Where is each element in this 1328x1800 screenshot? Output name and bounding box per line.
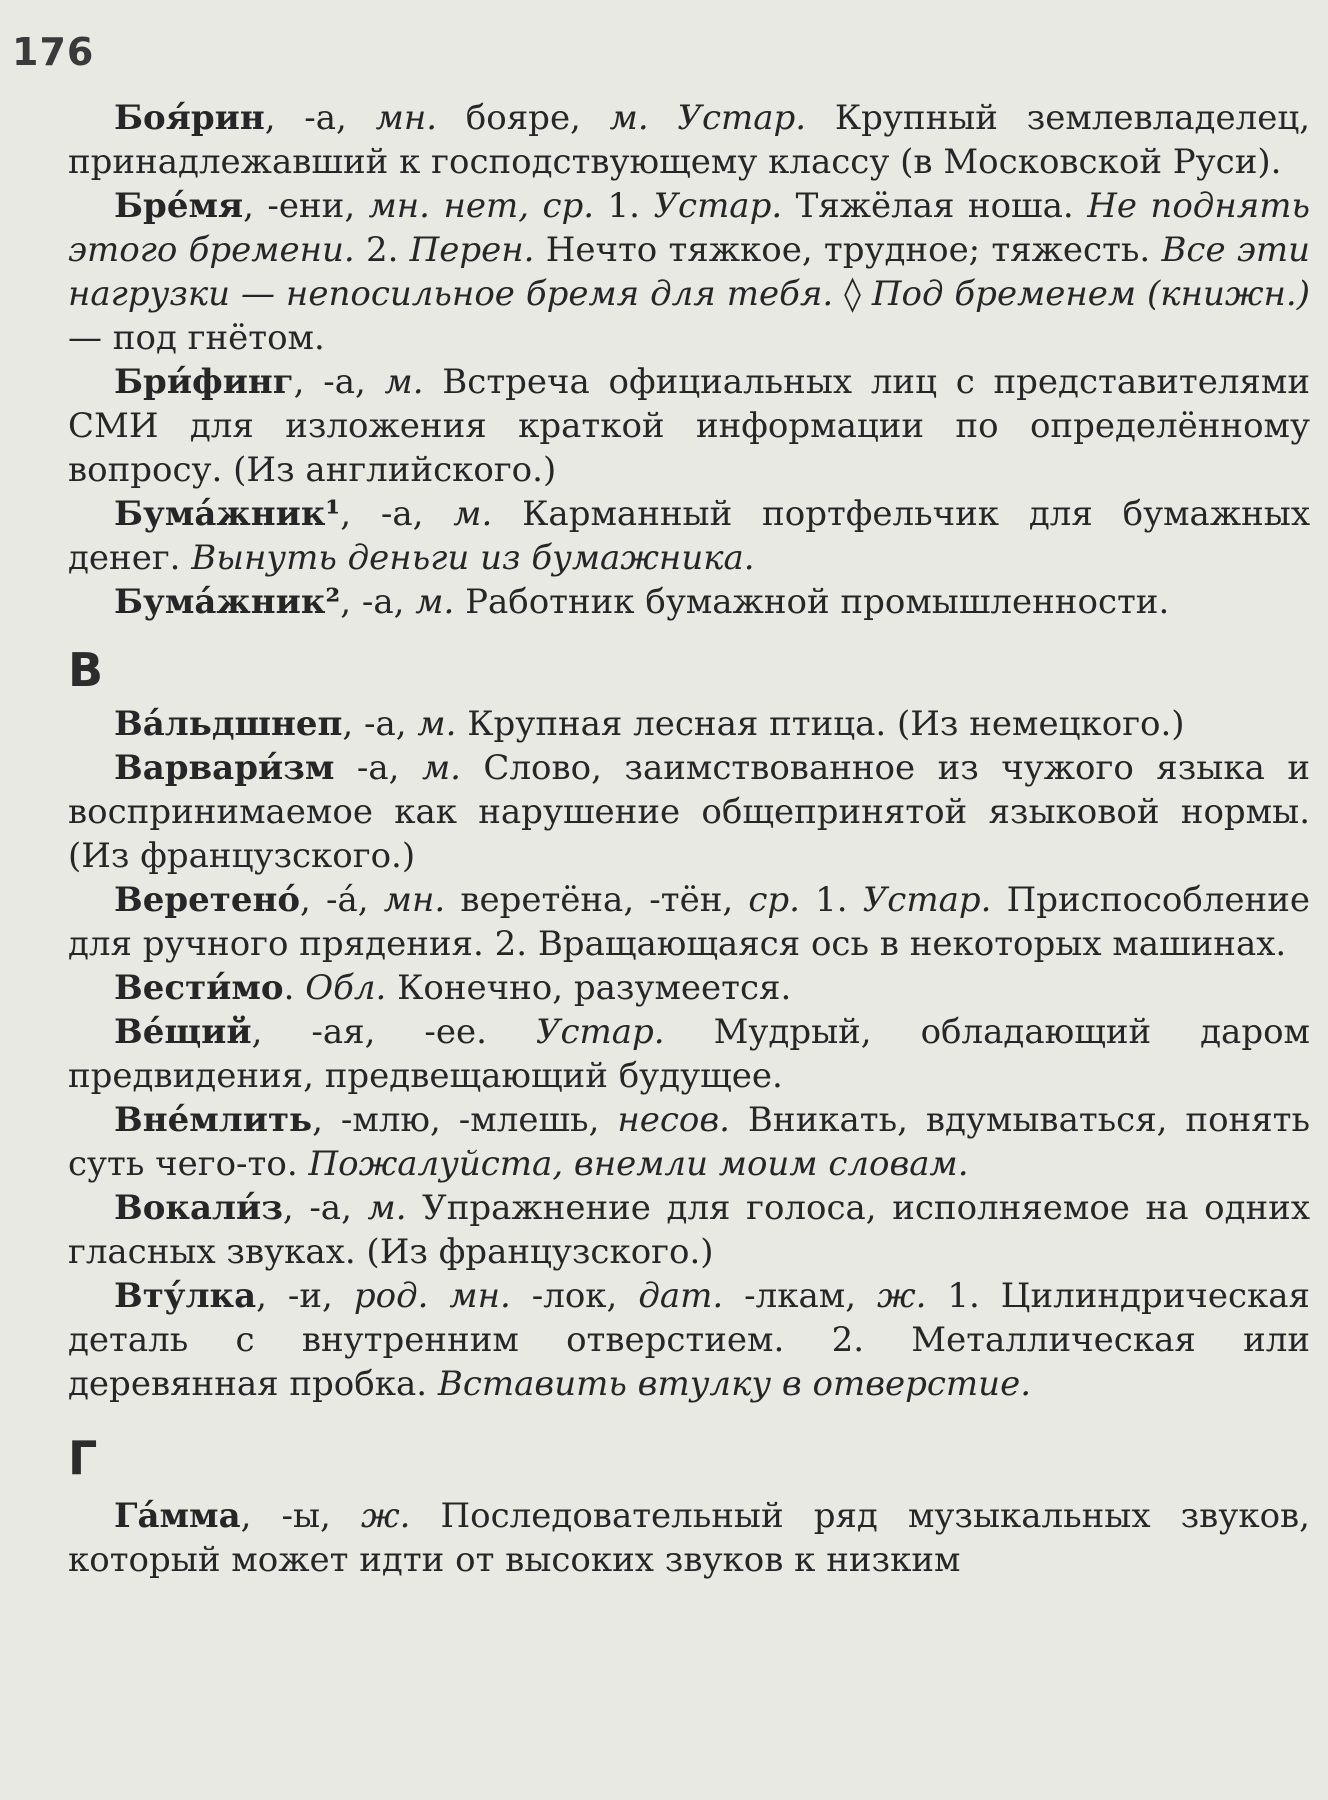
- entry-italic-text: Не поднять этого бремени.: [68, 186, 1311, 270]
- entry-text: — под гнётом.: [68, 318, 325, 358]
- entries-section-v: [68, 702, 1310, 1406]
- entry-text: , -а,: [340, 582, 416, 622]
- entry-italic-text: мн.: [375, 98, 438, 138]
- entry-text: -лок,: [510, 1276, 639, 1316]
- entry-italic-text: Устар.: [535, 1012, 665, 1052]
- entry-text: Последовательный ряд музыкальных звуков, который может идти от высоких звуков к низким: [68, 1496, 1310, 1580]
- entry-italic-text: род. мн.: [353, 1276, 511, 1316]
- entry-italic-text: Пожалуйста, внемли моим словам.: [308, 1144, 969, 1184]
- entries-section-b: [68, 96, 1310, 624]
- dictionary-entry: [68, 96, 1310, 184]
- entry-italic-text: Обл.: [305, 968, 387, 1008]
- entry-text: Крупная лесная птица. (Из немецкого.): [456, 704, 1185, 744]
- entry-text: 1.: [594, 186, 654, 226]
- dictionary-entry: [68, 492, 1310, 580]
- entry-italic-text: мн.: [383, 880, 446, 920]
- entry-italic-text: Устар.: [862, 880, 992, 920]
- dictionary-entry: [68, 1186, 1310, 1274]
- entries-section-g: [68, 1494, 1310, 1582]
- entry-italic-text: Устар.: [653, 186, 783, 226]
- entry-italic-text: Вставить втулку в отверстие.: [437, 1364, 1031, 1404]
- entry-text: Вникать, вдумываться, понять суть чего-то.: [68, 1100, 1310, 1184]
- entry-text: Встреча официальных лиц с представителями СМИ для изложения краткой информации по определённому вопросу. (Из английского.): [68, 362, 1310, 490]
- entry-text: , -ая, -ее.: [251, 1012, 536, 1052]
- entry-italic-text: ср.: [748, 880, 800, 920]
- entry-text: Нечто тяжкое, трудное; тяжесть.: [534, 230, 1162, 270]
- entry-text: Карманный портфельчик для бумажных денег.: [68, 494, 1310, 578]
- section-letter-g: Г: [68, 1431, 98, 1485]
- entry-text: .: [283, 968, 306, 1008]
- entry-headword: Варвари́зм: [114, 748, 335, 788]
- dictionary-entry: [68, 1274, 1310, 1406]
- entry-text: , -а,: [264, 98, 376, 138]
- entry-text: Конечно, разумеется.: [386, 968, 792, 1008]
- entry-text: Мудрый, обладающий даром предвидения, предвещающий будущее.: [68, 1012, 1310, 1096]
- entry-text: бояре,: [437, 98, 610, 138]
- dictionary-entry: [68, 184, 1310, 360]
- entry-text: , -а́,: [300, 880, 384, 920]
- page-number: 176: [12, 30, 95, 74]
- entry-italic-text: м.: [453, 494, 493, 534]
- entry-text: Крупный землевладелец, принадлежавший к господствующему классу (в Московской Руси).: [68, 98, 1311, 182]
- entry-italic-text: несов.: [617, 1100, 730, 1140]
- dictionary-entry: [68, 746, 1310, 878]
- entry-headword: Вне́млить: [114, 1100, 313, 1140]
- entry-headword: Бри́финг: [114, 362, 294, 402]
- entry-text: Работник бумажной промышленности.: [454, 582, 1170, 622]
- entry-text: -лкам,: [723, 1276, 877, 1316]
- dictionary-entry: [68, 580, 1310, 624]
- section-letter-v: В: [68, 643, 104, 697]
- dictionary-entry: [68, 1494, 1310, 1582]
- entry-text: , -а,: [293, 362, 385, 402]
- entry-text: 1.: [799, 880, 863, 920]
- entry-headword: Вести́мо: [114, 968, 284, 1008]
- entry-text: , -ы,: [240, 1496, 361, 1536]
- dictionary-column: [68, 96, 1310, 1582]
- entry-text: , -а,: [340, 494, 454, 534]
- entry-italic-text: ж.: [360, 1496, 411, 1536]
- entry-italic-text: Все эти нагрузки — непосильное бремя для тебя.: [68, 230, 1311, 314]
- entry-text: , -а,: [342, 704, 418, 744]
- entry-headword: Бума́жник²: [114, 582, 341, 622]
- entry-headword: Вокали́з: [114, 1188, 283, 1228]
- entry-text: Тяжёлая ноша.: [782, 186, 1088, 226]
- entry-text: , -и,: [256, 1276, 354, 1316]
- entry-text: , -ени,: [243, 186, 369, 226]
- entry-headword: Ва́льдшнеп: [114, 704, 343, 744]
- entry-italic-text: Под бременем (книжн.): [871, 274, 1310, 314]
- entry-text: , -а,: [282, 1188, 368, 1228]
- entry-text: -а,: [334, 748, 422, 788]
- entry-text: 2.: [354, 230, 410, 270]
- entry-italic-text: Перен.: [409, 230, 535, 270]
- entry-headword: Веретено́: [114, 880, 301, 920]
- entry-headword: Бре́мя: [114, 186, 244, 226]
- entry-italic-text: м.: [384, 362, 424, 402]
- entry-text: Упражнение для голоса, исполняемое на одних гласных звуках. (Из французского.): [68, 1188, 1310, 1272]
- entry-headword: Ве́щий: [114, 1012, 252, 1052]
- entry-headword: Бума́жник¹: [114, 494, 341, 534]
- entry-italic-text: м. Устар.: [609, 98, 807, 138]
- dictionary-entry: [68, 1010, 1310, 1098]
- entry-italic-text: м.: [367, 1188, 407, 1228]
- entry-italic-text: м.: [421, 748, 461, 788]
- entry-headword: Га́мма: [114, 1496, 241, 1536]
- entry-text: Приспособление для ручного прядения. 2. Вращающаяся ось в некоторых машинах.: [68, 880, 1310, 964]
- entry-italic-text: Вынуть деньги из бумажника.: [191, 538, 755, 578]
- dictionary-entry: [68, 702, 1310, 746]
- entry-text: , -млю, -млешь,: [312, 1100, 618, 1140]
- dictionary-entry: [68, 878, 1310, 966]
- entry-headword: Боя́рин: [114, 98, 265, 138]
- entry-italic-text: ж.: [876, 1276, 927, 1316]
- entry-italic-text: дат.: [638, 1276, 724, 1316]
- entry-text: 1. Цилиндрическая деталь с внутренним отверстием. 2. Металлическая или деревянная пробка.: [68, 1276, 1310, 1404]
- entry-italic-text: мн. нет, ср.: [368, 186, 595, 226]
- entry-text: Слово, заимствованное из чужого языка и воспринимаемое как нарушение общепринятой языковой нормы. (Из французского.): [68, 748, 1310, 876]
- entry-text: ◊: [833, 274, 872, 314]
- entry-text: веретёна, -тён,: [445, 880, 749, 920]
- entry-italic-text: м.: [415, 582, 455, 622]
- entry-headword: Вту́лка: [114, 1276, 257, 1316]
- dictionary-entry: [68, 1098, 1310, 1186]
- dictionary-entry: [68, 966, 1310, 1010]
- entry-italic-text: м.: [417, 704, 457, 744]
- dictionary-entry: [68, 360, 1310, 492]
